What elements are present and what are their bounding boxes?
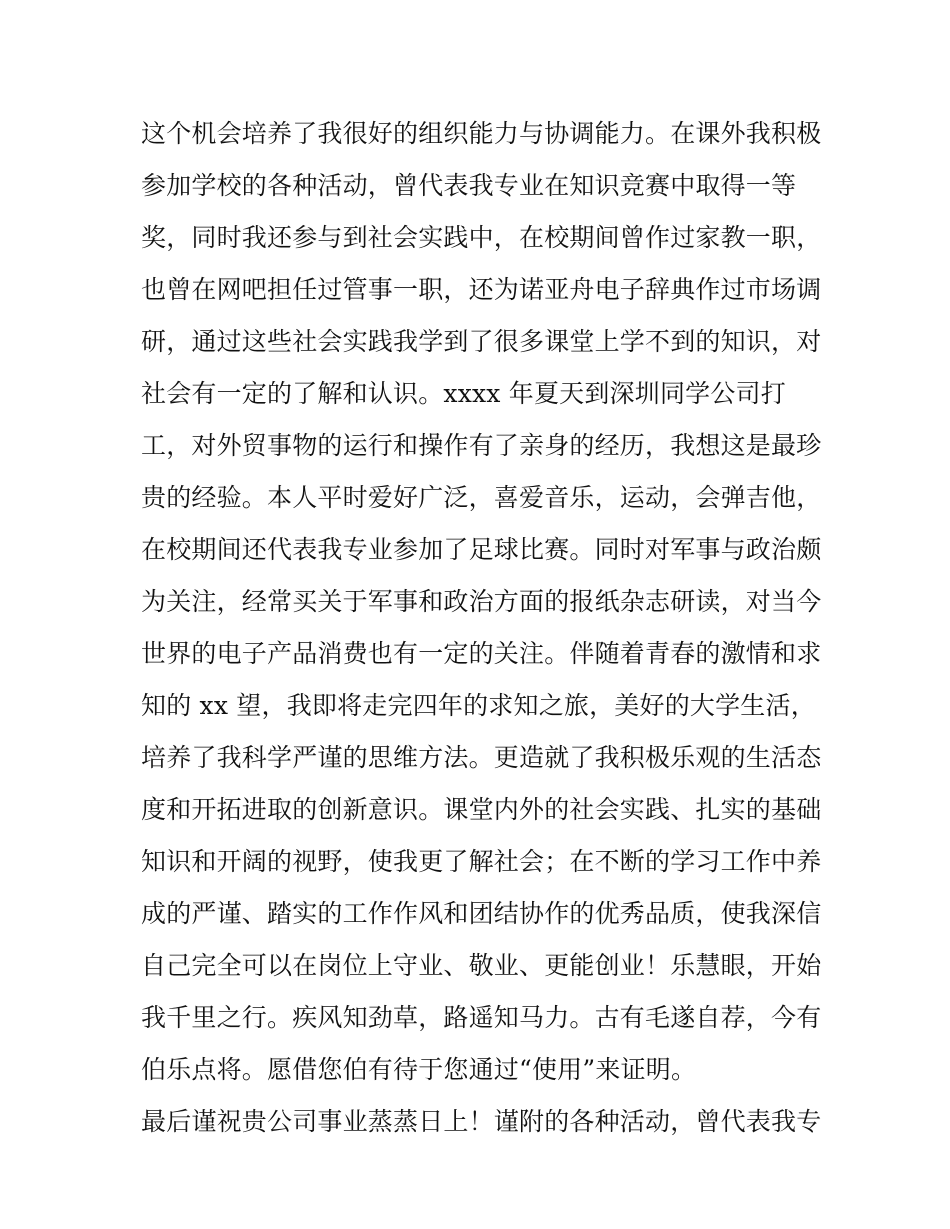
text-line: 研，通过这些社会实践我学到了很多课堂上学不到的知识，对: [141, 327, 822, 356]
body-text: [141, 108, 831, 1148]
text-line: 奖，同时我还参与到社会实践中，在校期间曾作过家教一职，: [141, 223, 822, 252]
text-line: 世界的电子产品消费也有一定的关注。伴随着青春的激情和求: [141, 639, 822, 668]
text-line: 度和开拓进取的创新意识。课堂内外的社会实践、扎实的基础: [141, 795, 822, 824]
text-line: 参加学校的各种活动，曾代表我专业在知识竞赛中取得一等: [141, 171, 797, 200]
text-line: 知识和开阔的视野，使我更了解社会；在不断的学习工作中养: [141, 847, 822, 876]
text-line: 贵的经验。本人平时爱好广泛，喜爱音乐，运动，会弹吉他，: [141, 483, 822, 512]
text-line: 在校期间还代表我专业参加了足球比赛。同时对军事与政治颇: [141, 535, 822, 564]
text-line: 伯乐点将。愿借您伯有待于您通过“使用”来证明。: [141, 1055, 697, 1084]
text-line: 社会有一定的了解和认识。xxxx 年夏天到深圳同学公司打: [141, 379, 786, 408]
text-line: 培养了我科学严谨的思维方法。更造就了我积极乐观的生活态: [141, 743, 822, 772]
text-line: 知的 xx 望，我即将走完四年的求知之旅，美好的大学生活，: [141, 691, 816, 720]
text-line: 自己完全可以在岗位上守业、敬业、更能创业！乐慧眼，开始: [141, 951, 822, 980]
text-line: 这个机会培养了我很好的组织能力与协调能力。在课外我积极: [141, 119, 822, 148]
text-line: 成的严谨、踏实的工作作风和团结协作的优秀品质，使我深信: [141, 899, 822, 928]
text-line: 最后谨祝贵公司事业蒸蒸日上！谨附的各种活动，曾代表我专: [141, 1107, 822, 1136]
text-line: 为关注，经常买关于军事和政治方面的报纸杂志研读，对当今: [141, 587, 822, 616]
text-line: 工，对外贸事物的运行和操作有了亲身的经历，我想这是最珍: [141, 431, 822, 460]
text-line: 也曾在网吧担任过管事一职，还为诺亚舟电子辞典作过市场调: [141, 275, 822, 304]
text-line: 我千里之行。疾风知劲草，路遥知马力。古有毛遂自荐，今有: [141, 1003, 822, 1032]
